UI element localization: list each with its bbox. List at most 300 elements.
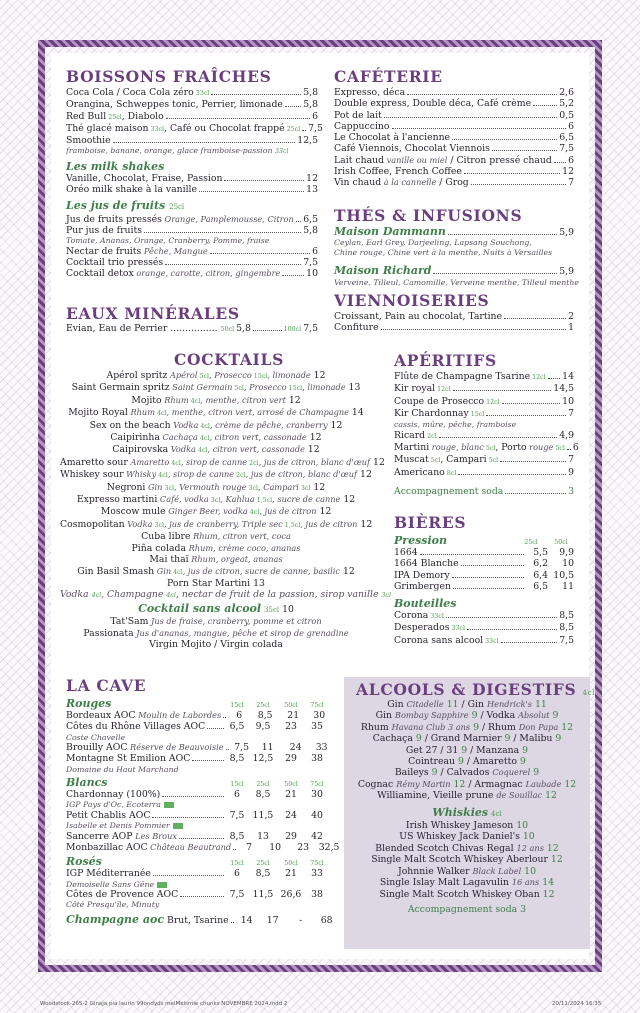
champagne-name	[66, 913, 229, 926]
alc-brand: Citadelle	[406, 699, 444, 709]
cocktail-line	[60, 469, 372, 481]
item-price: 9	[568, 466, 574, 478]
beer-price-25: 6,2	[533, 558, 548, 570]
dots	[166, 118, 310, 119]
wine-row	[66, 889, 330, 900]
item-name	[66, 246, 208, 257]
alc-price: 9	[458, 744, 468, 756]
beer-price-50: 11	[562, 580, 574, 592]
cocktail-name: Saint Germain spritz	[71, 382, 170, 394]
item-price: 7,5	[559, 143, 574, 155]
eaux-item: Evian, Eau de Perrier	[66, 323, 168, 334]
dots	[448, 234, 557, 235]
alc-price: 9	[517, 756, 526, 768]
wine-price: 35	[311, 721, 323, 733]
sans-line	[60, 616, 372, 627]
menu-row	[66, 87, 318, 99]
cocktail-line	[60, 456, 385, 469]
item-label2: , Diabolo	[121, 110, 164, 122]
cocktail-line	[60, 506, 372, 518]
item-price: 0,5	[559, 109, 574, 121]
cave-col-header: 50cl	[284, 860, 298, 868]
cocktail-price: 12	[327, 419, 343, 431]
wine-note: Demoiselle Sans Gêne	[66, 880, 330, 890]
alcool-line	[348, 722, 586, 733]
cocktail-desc: Rhum	[161, 394, 189, 405]
cocktail-size2: 15cl	[251, 373, 268, 380]
jus-list2	[66, 246, 318, 280]
cocktail-size: 4cl	[247, 509, 260, 517]
item-price: 12	[562, 166, 574, 178]
bouteilles-title: Bouteilles	[394, 597, 457, 611]
wine-name	[66, 789, 160, 800]
wine-price: 11	[261, 742, 274, 754]
cocktail-desc: Cachaça	[159, 432, 198, 443]
item-name	[66, 214, 294, 225]
viennoiseries-list	[334, 311, 574, 334]
cocktail-desc2: , citron vert, cassonade	[207, 444, 305, 455]
cocktail-desc: Apérol	[167, 370, 198, 380]
item-label: Kir royal	[394, 383, 436, 395]
item-label2: , Campari	[440, 454, 487, 466]
item-name	[334, 98, 531, 109]
dots	[224, 180, 304, 181]
dots	[113, 142, 296, 143]
dots	[433, 273, 557, 274]
item-label: Cocktail detox	[66, 268, 134, 280]
menu-row	[334, 322, 574, 333]
champagne-row	[66, 912, 333, 926]
item-price: 7	[568, 407, 574, 419]
alc-price: 12	[547, 854, 563, 866]
item-label2: , Café ou Chocolat frappé	[164, 122, 285, 134]
cocktail-size: 5cl	[197, 373, 210, 380]
sans-name: Tat'Sam	[110, 616, 149, 628]
wine-row	[66, 810, 330, 821]
alc-price: 12	[539, 888, 555, 900]
beer-name: 1664 Blanche	[394, 558, 459, 570]
item-price: 8,5	[559, 610, 574, 622]
bieres-section	[394, 534, 574, 647]
wine-name	[66, 753, 190, 764]
wine-name	[66, 721, 205, 732]
beer-price-50: 9,9	[559, 547, 574, 558]
wine-label: Côtes du Rhône Villages AOC	[66, 721, 206, 733]
cocktail-price: 14	[348, 407, 364, 419]
item-name	[66, 87, 209, 99]
menu-row	[334, 311, 574, 322]
cave-col-header: 25cl	[256, 781, 270, 789]
wine-price: 11,5	[252, 889, 274, 901]
cocktail-size: 4cl	[169, 459, 181, 467]
cocktail-price: 12	[310, 370, 326, 381]
item-name	[334, 121, 390, 132]
item-label: Ricard	[394, 429, 426, 441]
menu-row	[66, 99, 318, 110]
menu-row	[394, 454, 574, 466]
cocktail-price: 12	[357, 469, 372, 481]
dots	[486, 415, 566, 416]
cocktail-desc3: , Campari	[258, 481, 299, 492]
cocktail-name: Apérol spritz	[106, 370, 168, 381]
cocktail-desc3: , limonade	[267, 370, 311, 380]
menu-row	[334, 143, 574, 154]
pression-row	[394, 558, 574, 569]
sans-desc: Jus de fraise, cranberry, pomme et citron	[148, 616, 322, 627]
cocktail-desc2: , Kahlua	[220, 494, 255, 505]
cave-col-header: 25cl	[256, 860, 270, 868]
item-label: Desperados	[394, 622, 450, 634]
alc-text: Cognac	[357, 778, 397, 790]
dots	[567, 449, 571, 450]
item-name	[66, 225, 142, 236]
porn-note: Vodka 4cl, Champagne 4cl, nectar de fruit de la passion, sirop vanille 3cl	[60, 589, 391, 601]
alc-text: / Amaretto	[463, 756, 518, 768]
alc-text: Get 27 / 31	[405, 744, 459, 756]
item-price: 6,5	[559, 132, 574, 144]
cocktail-desc2: , menthe, citron vert, arrosé de Champagne	[166, 407, 349, 418]
alc-brand: 12 ans	[516, 842, 544, 853]
alc-text: Single Malt Scotch Whiskey Aberlour	[371, 854, 548, 866]
item-name	[66, 135, 111, 146]
alcool-line	[348, 790, 586, 801]
item-desc: à la cannelle	[381, 177, 437, 188]
sans-desc: Jus d'ananas, mangue, pêche et sirop de grenadine	[133, 627, 349, 638]
alc-text: Cachaça	[372, 733, 413, 745]
item-name	[394, 396, 500, 408]
item-size: 12cl	[435, 386, 451, 394]
jus-list	[66, 214, 318, 237]
wine-desc: Les Broux	[132, 830, 177, 841]
dots	[282, 275, 304, 276]
alcool-line	[348, 710, 586, 721]
maison-richard: Maison Richard	[334, 264, 432, 278]
whisky-line	[348, 820, 586, 831]
pression-row	[394, 570, 574, 581]
dots	[192, 760, 224, 761]
cocktail-desc2: , citron vert, cassonade	[209, 432, 307, 443]
item-label: Cocktail trio pressés	[66, 256, 164, 268]
menu-row	[394, 396, 574, 408]
item-price: 6,5	[303, 213, 318, 225]
item-name	[334, 110, 382, 121]
item-name	[334, 322, 379, 333]
item-size: 8cl	[444, 469, 457, 477]
menu-row	[66, 214, 318, 225]
cocktail-name: Gin Basil Smash	[77, 565, 155, 577]
cave-category: Rosés	[66, 855, 102, 869]
milk-list	[66, 173, 318, 196]
wine-name	[66, 831, 177, 842]
alc-text: / Calvados	[437, 767, 493, 779]
aperitifs-list2	[394, 429, 579, 479]
item-label: Flûte de Champagne Tsarine	[394, 371, 531, 382]
alc-price: 9	[412, 733, 422, 745]
dots	[407, 94, 557, 95]
item-label: Confiture	[334, 322, 379, 334]
cocktail-desc2: , sirop de canne	[180, 456, 248, 467]
dots	[502, 403, 560, 404]
item-name	[66, 111, 164, 123]
wine-price: 23	[285, 721, 297, 733]
item-price: 10	[306, 268, 318, 280]
item-name	[394, 371, 546, 383]
wine-price: 7,5	[229, 809, 245, 821]
whisky-line	[348, 854, 586, 865]
alc-text: / Vodka	[477, 710, 519, 722]
wine-price: 6,5	[229, 721, 245, 733]
dots	[226, 749, 229, 750]
item-label: Vanille, Chocolat, Fraise, Passion	[66, 172, 223, 184]
wine-row	[66, 842, 340, 854]
alc-price: 14	[539, 877, 555, 889]
wine-label: Montagne St Emilion AOC	[66, 753, 191, 765]
item-label: Pot de lait	[334, 109, 382, 121]
champagne-item: Brut, Tsarine	[164, 914, 229, 926]
aperitif-soda-price: 3	[568, 485, 574, 497]
alc-price: 9	[501, 733, 511, 745]
wine-price: 24	[289, 742, 302, 754]
cocktail-size: 3cl	[162, 484, 175, 492]
cocktail-size: 4cl	[198, 422, 210, 430]
wine-price: 13	[257, 830, 269, 842]
item-desc: vanille ou miel	[384, 154, 448, 165]
item-name	[394, 454, 498, 466]
alc-price: 9	[428, 767, 438, 779]
alc-price: 12	[450, 778, 466, 790]
alc-text: Cointreau	[408, 756, 455, 768]
cocktail-name: Mai thaï	[149, 554, 189, 566]
wine-row	[66, 742, 330, 753]
alc-brand: Coquerel	[492, 767, 531, 778]
alcool-list	[348, 699, 586, 802]
dots	[381, 329, 567, 330]
cocktail-line	[60, 494, 372, 506]
cocktail-price: 12	[370, 456, 385, 468]
item-size2: 25cl	[284, 125, 301, 133]
wine-name	[66, 710, 221, 721]
cocktail-line	[60, 370, 372, 382]
boissons-list	[66, 87, 323, 147]
cocktail-size: 4cl	[197, 435, 210, 443]
beer-price-25: 5,5	[533, 547, 548, 558]
cocktail-price: 12	[340, 494, 356, 506]
boissons-title: BOISSONS FRAÎCHES	[66, 67, 272, 86]
item-price: 4,9	[559, 429, 574, 441]
cave-col-header: 50cl	[284, 781, 298, 789]
menu-row	[394, 622, 574, 634]
alcool-line	[348, 767, 586, 778]
alc-text: / Manzana	[467, 744, 520, 756]
item-name	[394, 430, 437, 442]
wine-name	[66, 868, 151, 879]
sans-alcool-title: Cocktail sans alcool 35cl 10	[138, 601, 294, 615]
aperitifs-list	[394, 371, 574, 420]
item-name	[394, 467, 456, 479]
cocktail-desc2: , jus de citron, sucre de canne, basilic	[182, 565, 340, 576]
footer-right: 20/11/2024 16:35	[552, 1001, 602, 1007]
item-price: 2	[568, 311, 574, 322]
item-name	[334, 132, 450, 143]
item-label: Corona	[394, 610, 429, 622]
alc-brand: Laubade	[525, 778, 562, 789]
champagne-price: -	[299, 914, 303, 926]
cocktail-line	[60, 482, 372, 494]
wine-row	[66, 868, 330, 879]
alc-text: / Gin	[458, 699, 487, 710]
bieres-title: BIÈRES	[394, 513, 467, 532]
alc-price: 12	[542, 790, 557, 802]
cocktail-line	[60, 578, 372, 589]
cocktail-size: 4cl	[188, 397, 201, 405]
menu-row	[66, 268, 318, 279]
cocktail-desc: Rhum, orgeat, ananas	[188, 554, 283, 565]
item-price: 7,5	[308, 122, 323, 134]
wine-price: 33	[315, 742, 328, 754]
cocktail-desc3: , jus de citron	[300, 518, 358, 529]
alc-text: Williamine, Vieille prune	[377, 790, 497, 802]
cocktail-desc2: , Vermouth rouge	[174, 481, 247, 492]
item-label: Vin chaud	[334, 177, 382, 189]
alc-text: Single Islay Malt Lagavulin	[379, 877, 512, 889]
item-label: Croissant, Pain au chocolat, Tartine	[334, 311, 503, 322]
alc-text: Gin	[375, 710, 395, 722]
item-name	[66, 123, 300, 135]
cocktail-line	[60, 444, 372, 456]
item-price: 14,5	[553, 383, 574, 395]
cocktail-size: 4cl	[156, 472, 168, 480]
item-desc: rouge, blanc	[429, 441, 484, 452]
item-name	[394, 635, 499, 647]
item-label: Nectar de fruits	[66, 245, 142, 257]
wine-price: 32,5	[318, 842, 340, 854]
wine-price: 38	[311, 889, 323, 901]
alc-text: Johnnie Walker	[397, 865, 473, 877]
cave-title: LA CAVE	[66, 676, 147, 695]
wine-label: Bordeaux AOC	[66, 710, 136, 721]
cocktail-size2: 1,5cl	[282, 521, 301, 529]
cave-col-header: 50cl	[284, 702, 298, 709]
dots	[153, 875, 224, 876]
menu-row	[334, 87, 574, 98]
item-price: 5,8	[303, 224, 318, 236]
item-label: Double express, Double déca, Café crème	[334, 98, 532, 110]
alc-price: 12	[558, 721, 574, 733]
item-price: 2,6	[559, 87, 574, 98]
item-label2: / Citron pressé chaud	[447, 154, 552, 166]
wine-label: Sancerre AOP	[66, 830, 133, 842]
wine-price: 10	[269, 842, 282, 854]
beer-price-50: 10,5	[553, 569, 574, 581]
cafeterie-title: CAFÉTERIE	[334, 67, 443, 86]
alc-brand: de Souillac	[496, 790, 543, 801]
cocktail-name: Cuba libre	[141, 531, 191, 543]
wine-label: IGP Méditerranée	[66, 868, 151, 880]
menu-row	[394, 441, 579, 454]
item-price: 6	[572, 441, 579, 453]
alc-brand: Rémy Martin	[396, 778, 451, 789]
cocktail-line	[60, 554, 372, 565]
cocktail-price: 12	[357, 518, 373, 530]
wine-label: Monbazillac AOC	[66, 842, 148, 854]
alc-text: US Whiskey Jack Daniel's	[399, 831, 520, 843]
cocktail-desc: Gin	[145, 481, 163, 492]
cocktail-desc: Whisky	[123, 469, 157, 480]
eaux-size1: 50cl	[220, 326, 235, 333]
dots	[231, 922, 234, 923]
cocktail-price: 12	[306, 432, 322, 444]
dots	[392, 128, 567, 129]
cocktail-name: Expresso martini	[76, 494, 158, 506]
alcool-line	[348, 745, 586, 756]
wine-price: 23	[297, 842, 310, 854]
whisky-line	[348, 877, 586, 888]
menu-row	[66, 173, 318, 184]
alc-price: 11	[443, 699, 459, 710]
wine-desc: Réserve de Beauvoisie	[127, 742, 224, 753]
alc-brand: Absolut	[518, 710, 550, 721]
cocktail-name: Mojito Royal	[68, 407, 128, 419]
item-label: Corona sans alcool	[394, 634, 484, 646]
cave-col-header: 15cl	[230, 781, 244, 789]
alc-price: 10	[519, 831, 535, 843]
wine-price: 8,5	[229, 830, 245, 842]
sans-name: Virgin Mojito / Virgin colada	[149, 638, 283, 650]
whisky-line	[348, 831, 586, 842]
cocktail-desc: Gin	[154, 565, 172, 576]
pression-header	[394, 534, 574, 547]
beer-name: IPA Demory	[394, 569, 450, 581]
cocktail-line	[60, 395, 372, 407]
dots	[461, 565, 524, 566]
menu-row	[394, 430, 574, 442]
whisky-list	[348, 820, 586, 900]
cocktail-desc3: , limonade	[302, 382, 346, 393]
alcool-line	[348, 756, 586, 767]
dots	[179, 838, 224, 839]
bio-mark	[173, 823, 183, 829]
cocktail-size3: 3cl	[298, 484, 311, 492]
wine-row	[66, 710, 330, 721]
champagne-price: 68	[320, 914, 333, 926]
sans-line	[60, 639, 372, 650]
smoothie-note: framboise, banane, orange, glace framboise-passion 33cl	[66, 146, 289, 156]
dots	[223, 717, 226, 718]
cocktail-size: 3cl	[152, 521, 164, 529]
cocktail-desc: Rhum	[127, 407, 155, 418]
item-size: 25cl	[106, 113, 122, 121]
cocktail-desc3: , sucre de canne	[272, 494, 341, 505]
maison-richard-row	[334, 264, 574, 277]
dots	[505, 493, 566, 494]
dots	[500, 461, 566, 462]
beer-price-25: 6,4	[533, 569, 548, 581]
item-label: Americano	[394, 466, 445, 478]
item-desc: orange, carotte, citron, gingembre	[133, 268, 281, 279]
champagne-price: 14	[240, 914, 253, 926]
cocktail-size2: 1,5cl	[254, 497, 273, 505]
menu-row	[66, 246, 318, 257]
cocktail-name: Moscow mule	[100, 506, 166, 518]
item-name	[66, 257, 163, 268]
maison-dammann: Maison Dammann	[334, 225, 446, 238]
alc-text: Single Malt Scotch Whiskey Oban	[379, 888, 540, 900]
cave-col-header: 75cl	[310, 702, 324, 709]
item-desc2: rouge	[526, 441, 554, 452]
dots	[501, 642, 557, 643]
maison-dammann-price: 5,9	[559, 227, 574, 238]
cocktail-line	[60, 543, 372, 554]
